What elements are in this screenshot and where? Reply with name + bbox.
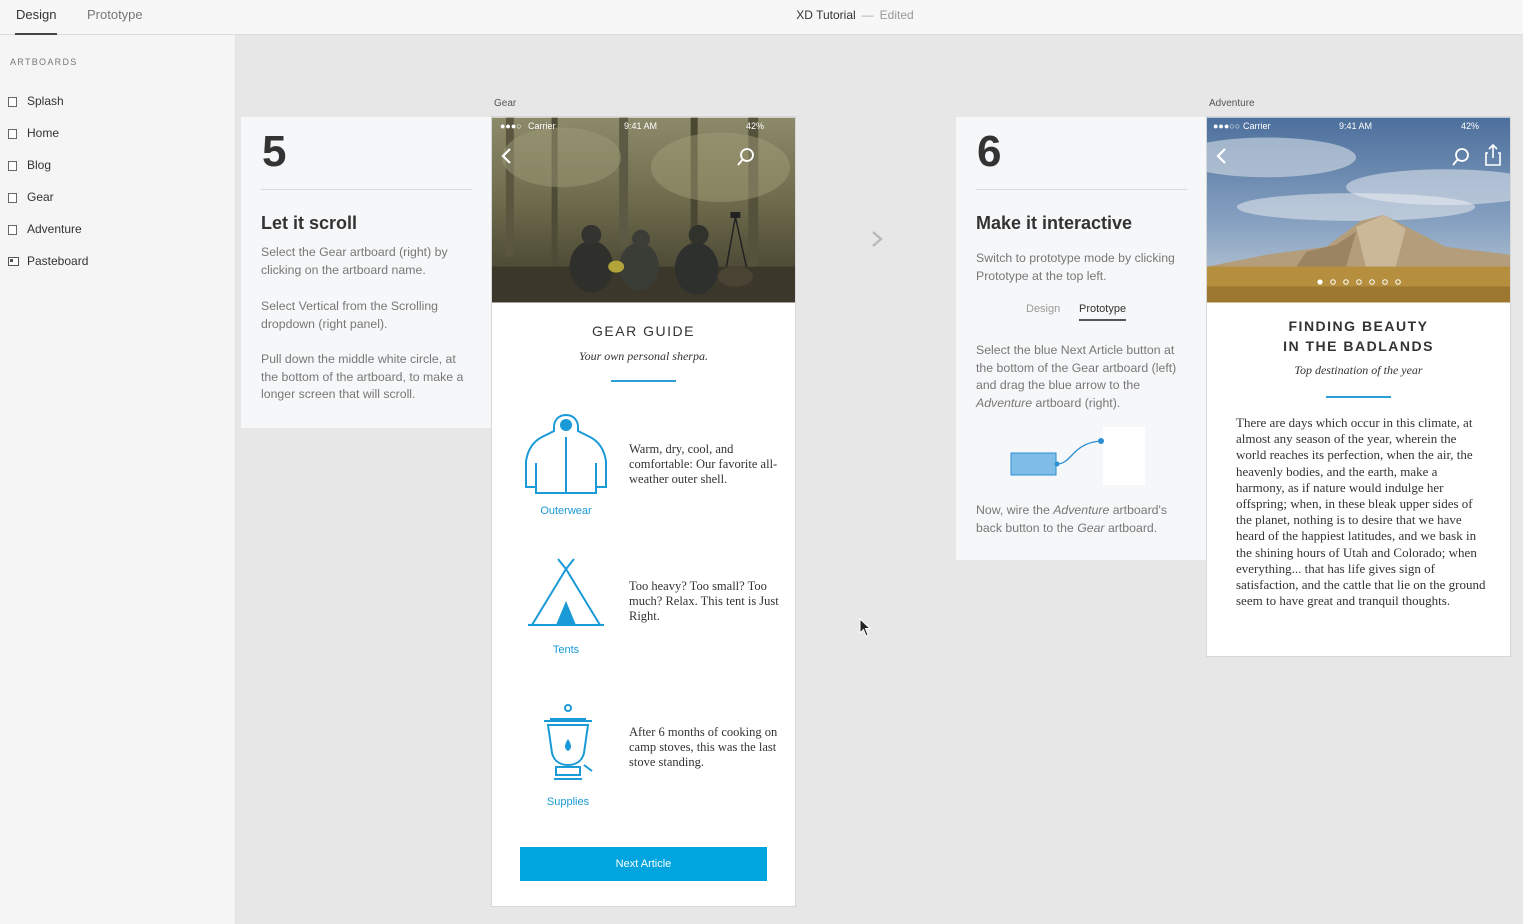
adventure-artboard[interactable]	[1206, 116, 1511, 657]
document-name: XD Tutorial	[796, 8, 856, 22]
article-subtitle: Top destination of the year	[1294, 363, 1423, 377]
artboard-label-adventure[interactable]: Adventure	[1209, 98, 1255, 109]
artboard-label-gear[interactable]: Gear	[494, 98, 517, 109]
step-paragraph	[976, 342, 1190, 412]
search-icon[interactable]	[1451, 147, 1471, 167]
sidebar-item-blog[interactable]	[0, 152, 236, 178]
item-description: After 6 months of cooking on camp stoves, this was the last stove standing.	[629, 725, 778, 769]
article-title-line-1: FINDING BEAUTY	[1288, 318, 1429, 334]
document-status: Edited	[879, 8, 914, 22]
share-icon[interactable]	[1483, 143, 1503, 167]
sidebar-item-label: Pasteboard	[27, 254, 89, 268]
step-paragraph: Select Vertical from the Scrolling dropdown (right panel).	[261, 299, 439, 331]
sidebar-item-label: Splash	[27, 94, 64, 108]
mini-tab-prototype: Prototype	[1079, 303, 1127, 315]
status-time: 9:41 AM	[624, 121, 658, 131]
step-number: 5	[262, 127, 287, 176]
sidebar-item-label: Adventure	[27, 222, 82, 236]
battery-percent: 42%	[1461, 121, 1480, 131]
step-title: Let it scroll	[261, 213, 358, 233]
carrier-label: Carrier	[528, 121, 556, 131]
next-article-button[interactable]: Next Article	[520, 847, 767, 881]
step-title: Make it interactive	[976, 213, 1133, 233]
text-emphasis: Adventure	[976, 395, 1033, 410]
pasteboard-icon	[8, 257, 19, 266]
text-run: artboard's back button to the	[976, 503, 1168, 535]
hero-photo-forest	[492, 117, 795, 303]
sidebar-item-home[interactable]	[0, 120, 236, 146]
category-label: Outerwear	[540, 505, 592, 517]
step-number: 6	[977, 127, 1002, 176]
artboards-panel	[0, 35, 236, 924]
step-5-panel	[241, 117, 492, 428]
step-paragraph: Select the Gear artboard (right) by clicking on the artboard name.	[261, 245, 448, 277]
stove-icon	[540, 703, 596, 783]
step-paragraph: Switch to prototype mode by clicking Prototype at the top left.	[976, 251, 1175, 283]
title-divider	[1326, 396, 1391, 398]
text-run: artboard.	[1104, 520, 1158, 535]
article-title-line-2: IN THE BADLANDS	[1283, 338, 1434, 354]
artboard-icon	[8, 193, 17, 203]
artboards-heading: ARTBOARDS	[10, 57, 78, 67]
title-separator: —	[861, 8, 874, 22]
back-chevron-icon[interactable]	[500, 147, 514, 165]
text-run: Now, wire the	[976, 503, 1054, 517]
status-bar	[492, 117, 795, 137]
step-paragraph	[976, 502, 1190, 537]
jacket-icon	[522, 413, 610, 497]
article-body: There are days which occur in this climate, at almost any season of the year, wherein the world reaches its perfection, when the air, the heavenly bodies, and the earth, make a harmony, as if nature would indulge her offspring; when, in these bleak upper sides of the planet, nothing is to desire that we have heard of the happiest latitudes, and we bask in the shining hours of Utah and Colorado; when everything... that has life gives sign of satisfaction, and the cattle that lie on the ground seem to have great and tranquil thoughts.	[1236, 415, 1486, 609]
step-6-panel	[956, 117, 1207, 560]
search-icon[interactable]	[736, 147, 756, 167]
text-emphasis: Adventure	[1053, 503, 1110, 517]
sidebar-item-gear[interactable]	[0, 184, 236, 210]
artboard-icon	[8, 225, 17, 235]
carousel-dots[interactable]	[1315, 277, 1405, 287]
artboard-icon	[8, 129, 17, 139]
status-bar	[1207, 117, 1510, 137]
chevron-right-icon	[870, 230, 884, 248]
sidebar-item-splash[interactable]	[0, 88, 236, 114]
mini-tab-design: Design	[1026, 303, 1061, 315]
status-time: 9:41 AM	[1339, 121, 1373, 131]
title-divider	[611, 380, 676, 382]
text-run: artboard (right).	[1032, 395, 1121, 410]
item-description: Too heavy? Too small? Too much? Relax. This tent is Just Right.	[629, 579, 779, 623]
gear-artboard[interactable]	[491, 116, 796, 907]
item-description: Warm, dry, cool, and comfortable: Our favorite all-weather outer shell.	[629, 442, 778, 486]
carrier-label: Carrier	[1243, 121, 1271, 131]
text-run: Select the blue Next Article button at the bottom of the Gear artboard (left) and drag the blue arrow to the	[976, 343, 1177, 392]
gear-guide-subtitle: Your own personal sherpa.	[579, 349, 708, 363]
tab-prototype[interactable]: Prototype	[87, 7, 143, 22]
category-label: Tents	[552, 644, 580, 656]
text-emphasis: Gear	[1077, 520, 1105, 535]
sidebar-item-pasteboard[interactable]	[0, 248, 236, 274]
category-label: Supplies	[546, 796, 590, 808]
top-bar	[0, 0, 1523, 35]
sidebar-item-label: Home	[27, 126, 60, 140]
tent-icon	[528, 557, 604, 629]
wire-diagram	[1010, 425, 1150, 487]
sidebar-item-label: Gear	[27, 190, 54, 204]
mouse-cursor-icon	[859, 618, 873, 638]
artboard-icon	[8, 161, 17, 171]
artboard-icon	[8, 97, 17, 107]
sidebar-item-label: Blog	[27, 158, 52, 172]
tab-design[interactable]: Design	[16, 0, 56, 35]
gear-guide-title: GEAR GUIDE	[592, 323, 695, 339]
document-title	[0, 8, 1523, 22]
divider	[976, 189, 1187, 190]
battery-percent: 42%	[746, 121, 765, 131]
sidebar-item-adventure[interactable]	[0, 216, 236, 242]
signal-dots: ●●●○○	[1213, 121, 1241, 131]
step-paragraph: Pull down the middle white circle, at the bottom of the artboard, to make a longer screen that will scroll.	[261, 352, 464, 401]
divider	[261, 189, 472, 190]
hero-photo-badlands	[1207, 117, 1510, 303]
back-chevron-icon[interactable]	[1215, 147, 1229, 165]
signal-dots: ●●●○	[500, 121, 522, 131]
